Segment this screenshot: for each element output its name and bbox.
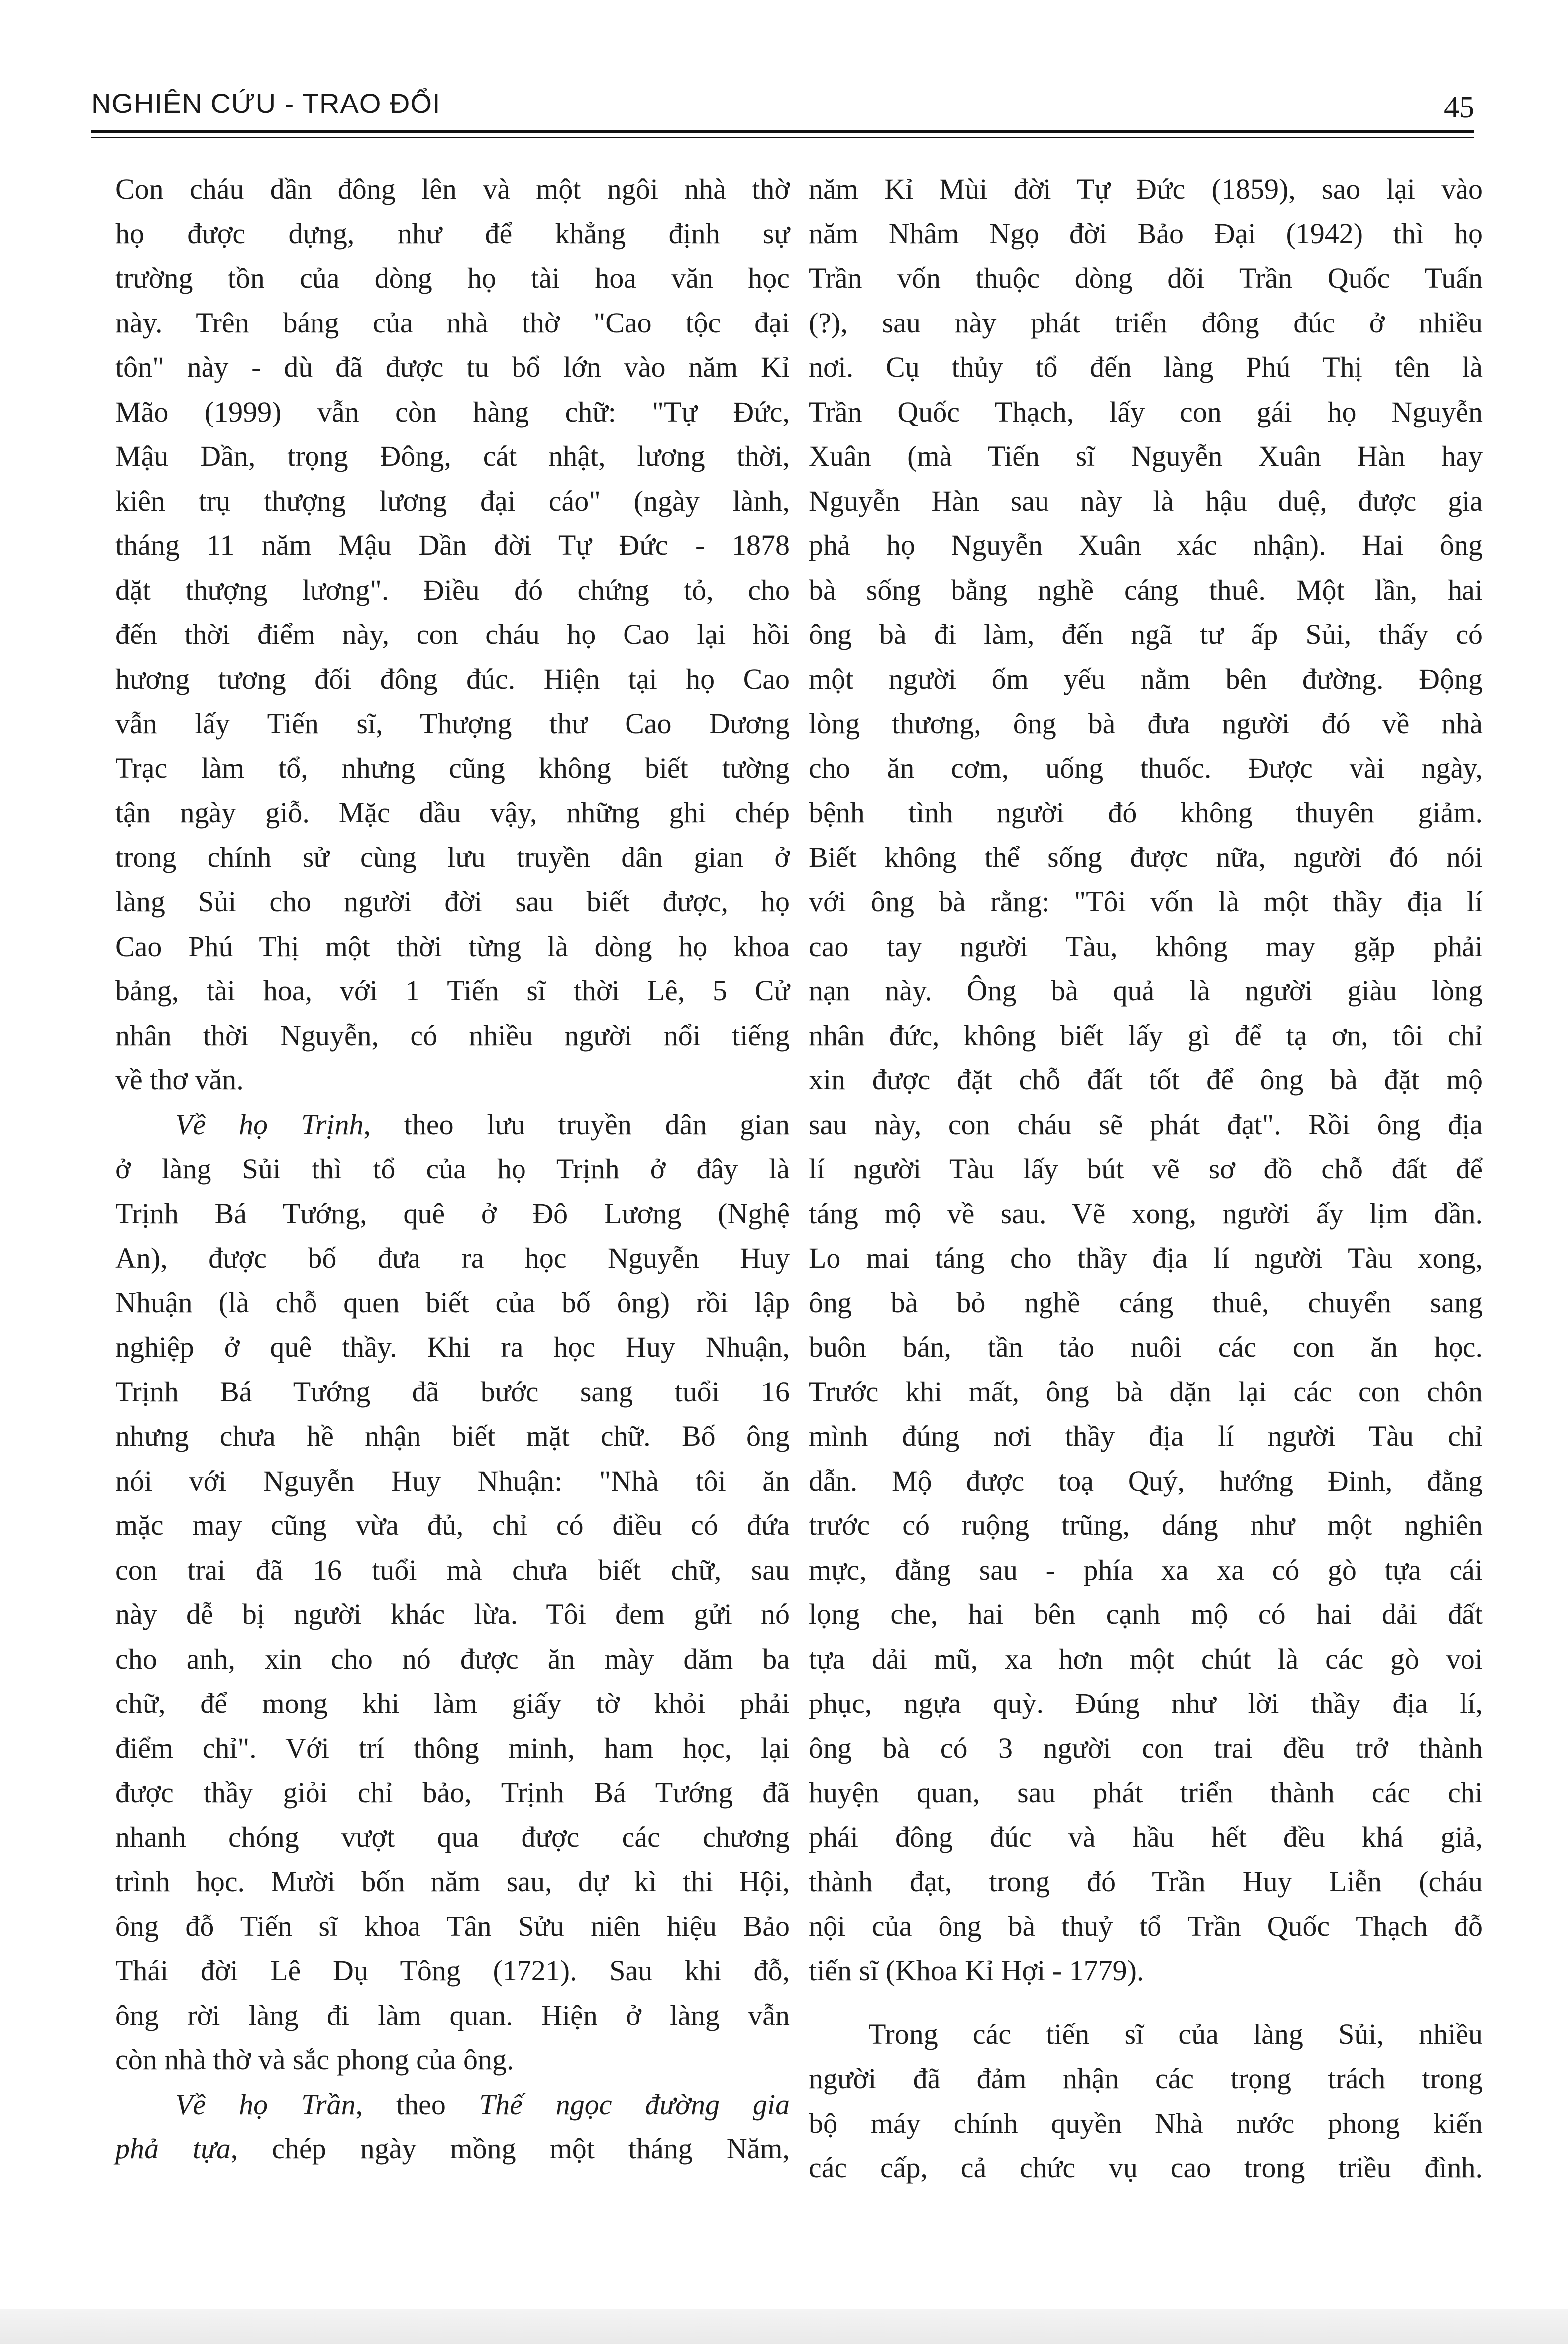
text-line: này dễ bị người khác lừa. Tôi đem gửi nó: [115, 1598, 790, 1630]
text-line: huyện quan, sau phát triển thành các chi: [809, 1776, 1483, 1809]
text-line: còn nhà thờ và sắc phong của ông.: [115, 2043, 514, 2076]
text-line: mực, đằng sau - phía xa xa có gò tựa cái: [809, 1553, 1483, 1586]
text-line: nhân đức, không biết lấy gì để tạ ơn, tôi chỉ: [809, 1019, 1483, 1052]
text-line: trong chính sử cùng lưu truyền dân gian ở: [115, 841, 790, 873]
text-line: tôn" này - dù đã được tu bổ lớn vào năm Kỉ: [115, 351, 790, 383]
paragraph-trinh-family: [115, 1102, 790, 2082]
text-line: sau này, con cháu sẽ phát đạt". Rồi ông địa: [809, 1108, 1483, 1141]
text-line: bảng, tài hoa, với 1 Tiến sĩ thời Lê, 5 Cử: [115, 974, 790, 1007]
text-line: hương tương đối đông đúc. Hiện tại họ Cao: [115, 662, 790, 695]
text-line: kiên trụ thượng lương đại cáo" (ngày lành,: [115, 484, 790, 517]
text-line: thành đạt, trong đó Trần Huy Liễn (cháu: [809, 1865, 1483, 1898]
paragraph-cao-family: [115, 167, 790, 1102]
left-column: [115, 167, 790, 2171]
text-line: các cấp, cả chức vụ cao trong triều đình.: [809, 2151, 1483, 2184]
text-line: được thầy giỏi chỉ bảo, Trịnh Bá Tướng đã: [115, 1776, 790, 1809]
text-line: lọng che, hai bên cạnh mộ có hai dải đất: [809, 1598, 1483, 1630]
text-line: trình học. Mười bốn năm sau, dự kì thi Hội,: [115, 1865, 790, 1898]
text-line: lí người Tàu lấy bút vẽ sơ đồ chỗ đất để: [809, 1153, 1483, 1185]
text-line: (?), sau này phát triển đông đúc ở nhiều: [809, 306, 1483, 339]
text-line: dặt thượng lương". Điều đó chứng tỏ, cho: [115, 573, 790, 606]
text-line: nhưng chưa hề nhận biết mặt chữ. Bố ông: [115, 1420, 790, 1452]
text-line: vẫn lấy Tiến sĩ, Thượng thư Cao Dương: [115, 707, 790, 740]
text-line: nhân thời Nguyễn, có nhiều người nổi tiếng: [115, 1019, 790, 1052]
text-line: Trịnh Bá Tướng đã bước sang tuổi 16: [115, 1375, 790, 1408]
text-segment: , theo lưu truyền dân gian: [363, 1108, 790, 1141]
text-segment: , theo: [355, 2088, 479, 2121]
text-line: phả họ Nguyễn Xuân xác nhận). Hai ông: [809, 529, 1483, 561]
section-label: NGHIÊN CỨU - TRAO ĐỔI: [91, 88, 441, 119]
text-line: Trạc làm tổ, nhưng cũng không biết tường: [115, 751, 790, 784]
text-line: An), được bố đưa ra học Nguyễn Huy: [115, 1242, 790, 1274]
text-line: năm Nhâm Ngọ đời Bảo Đại (1942) thì họ: [809, 217, 1483, 250]
text-line: người đã đảm nhận các trọng trách trong: [809, 2062, 1483, 2095]
text-line: Xuân (mà Tiến sĩ Nguyễn Xuân Hàn hay: [809, 440, 1483, 472]
text-line: này. Trên báng của nhà thờ "Cao tộc đại: [115, 306, 790, 339]
text-line: Trước khi mất, ông bà dặn lại các con chôn: [809, 1375, 1483, 1408]
page-header: [91, 87, 1474, 137]
text-line: tựa dải mũ, xa hơn một chút là các gò voi: [809, 1642, 1483, 1675]
right-column: [809, 167, 1483, 2190]
heading-trinh: Về họ Trịnh: [175, 1108, 364, 1141]
text-line: xin được đặt chỗ đất tốt để ông bà đặt mộ: [809, 1064, 1483, 1096]
text-line: [115, 2082, 790, 2127]
text-line: Nhuận (là chỗ quen biết của bố ông) rồi lập: [115, 1286, 790, 1319]
text-line: ông đỗ Tiến sĩ khoa Tân Sửu niên hiệu Bảo: [115, 1910, 790, 1942]
text-line: Biết không thể sống được nữa, người đó nói: [809, 841, 1483, 873]
text-segment: , chép ngày mồng một tháng Năm,: [230, 2132, 790, 2165]
book-title: Thế ngọc đường gia: [479, 2088, 790, 2121]
header-rule: [91, 130, 1474, 133]
text-line: nạn này. Ông bà quả là người giàu lòng: [809, 974, 1483, 1007]
text-line: Cao Phú Thị một thời từng là dòng họ khoa: [115, 930, 790, 962]
text-line: ông rời làng đi làm quan. Hiện ở làng vẫn: [115, 1999, 790, 2031]
text-line: nội của ông bà thuỷ tổ Trần Quốc Thạch đỗ: [809, 1910, 1483, 1942]
text-line: Nguyễn Hàn sau này là hậu duệ, được gia: [809, 484, 1483, 517]
text-line: ông bà có 3 người con trai đều trở thành: [809, 1731, 1483, 1764]
text-line: con trai đã 16 tuổi mà chưa biết chữ, sau: [115, 1553, 790, 1586]
text-line: táng mộ về sau. Vẽ xong, người ấy lịm dần.: [809, 1197, 1483, 1230]
text-line: một người ốm yếu nằm bên đường. Động: [809, 662, 1483, 695]
text-line: [115, 2127, 790, 2171]
text-line: Con cháu dần đông lên và một ngôi nhà thờ: [115, 173, 790, 205]
text-line: ở làng Sủi thì tổ của họ Trịnh ở đây là: [115, 1153, 790, 1185]
text-line: bà sống bằng nghề cáng thuê. Một lần, hai: [809, 573, 1483, 606]
text-line: cao tay người Tàu, không may gặp phải: [809, 930, 1483, 962]
text-line: trường tồn của dòng họ tài hoa văn học: [115, 262, 790, 294]
text-line: Trịnh Bá Tướng, quê ở Đô Lương (Nghệ: [115, 1197, 790, 1230]
text-line: Mão (1999) vẫn còn hàng chữ: "Tự Đức,: [115, 395, 790, 428]
text-line: phục, ngựa quỳ. Đúng như lời thầy địa lí,: [809, 1687, 1483, 1719]
text-line: Lo mai táng cho thầy địa lí người Tàu xong,: [809, 1242, 1483, 1274]
text-line: với ông bà rằng: "Tôi vốn là một thầy địa lí: [809, 885, 1483, 918]
text-line: ông bà bỏ nghề cáng thuê, chuyển sang: [809, 1286, 1483, 1319]
paragraph-scholars: [809, 2012, 1483, 2190]
text-line: dẫn. Mộ được toạ Quý, hướng Đinh, đằng: [809, 1464, 1483, 1497]
text-line: mặc may cũng vừa đủ, chỉ có điều có đứa: [115, 1509, 790, 1541]
text-line: [115, 1102, 790, 1147]
text-line: ông bà đi làm, đến ngã tư ấp Sủi, thấy có: [809, 618, 1483, 650]
text-line: tháng 11 năm Mậu Dần đời Tự Đức - 1878: [115, 529, 790, 561]
text-line: chữ, để mong khi làm giấy tờ khỏi phải: [115, 1687, 790, 1719]
text-line: Thái đời Lê Dụ Tông (1721). Sau khi đỗ,: [115, 1954, 790, 1987]
paragraph-gap: [809, 1993, 1483, 2012]
text-line: bệnh tình người đó không thuyên giảm.: [809, 796, 1483, 829]
text-line: nơi. Cụ thủy tổ đến làng Phú Thị tên là: [809, 351, 1483, 383]
scan-bottom-edge: [0, 2309, 1568, 2344]
text-line: nói với Nguyễn Huy Nhuận: "Nhà tôi ăn: [115, 1464, 790, 1497]
text-line: cho anh, xin cho nó được ăn mày dăm ba: [115, 1642, 790, 1675]
text-line: điểm chỉ". Với trí thông minh, ham học, lại: [115, 1731, 790, 1764]
text-line: nghiệp ở quê thầy. Khi ra học Huy Nhuận,: [115, 1331, 790, 1363]
heading-tran: Về họ Trần: [175, 2088, 356, 2121]
paragraph-tran-family: [115, 2082, 790, 2171]
text-line: nhanh chóng vượt qua được các chương: [115, 1820, 790, 1853]
text-line: đến thời điểm này, con cháu họ Cao lại hồi: [115, 618, 790, 650]
text-line: mình đúng nơi thầy địa lí người Tàu chỉ: [809, 1420, 1483, 1452]
text-line: về thơ văn.: [115, 1064, 244, 1096]
paragraph-tran-continued: [809, 167, 1483, 1993]
text-line: Mậu Dần, trọng Đông, cát nhật, lương thời,: [115, 440, 790, 472]
text-line: năm Kỉ Mùi đời Tự Đức (1859), sao lại vào: [809, 173, 1483, 205]
text-line: lòng thương, ông bà đưa người đó về nhà: [809, 707, 1483, 740]
text-line: làng Sủi cho người đời sau biết được, họ: [115, 885, 790, 918]
text-line: cho ăn cơm, uống thuốc. Được vài ngày,: [809, 751, 1483, 784]
text-line: trước có ruộng trũng, dáng như một nghiên: [809, 1509, 1483, 1541]
text-line: tiến sĩ (Khoa Kỉ Hợi - 1779).: [809, 1954, 1144, 1987]
page-number: 45: [1444, 91, 1474, 124]
text-line: buôn bán, tần tảo nuôi các con ăn học.: [809, 1331, 1483, 1363]
text-line: bộ máy chính quyền Nhà nước phong kiến: [809, 2107, 1483, 2139]
book-title-cont: phả tựa: [115, 2132, 231, 2165]
text-line: tận ngày giỗ. Mặc dầu vậy, những ghi chép: [115, 796, 790, 829]
text-line: họ được dựng, như để khẳng định sự: [115, 217, 790, 250]
text-line: Trần vốn thuộc dòng dõi Trần Quốc Tuấn: [809, 262, 1483, 294]
text-line: Trong các tiến sĩ của làng Sủi, nhiều: [868, 2018, 1483, 2050]
text-line: Trần Quốc Thạch, lấy con gái họ Nguyễn: [809, 395, 1483, 428]
header-rule-thin: [91, 137, 1474, 138]
text-line: phái đông đúc và hầu hết đều khá giả,: [809, 1820, 1483, 1853]
